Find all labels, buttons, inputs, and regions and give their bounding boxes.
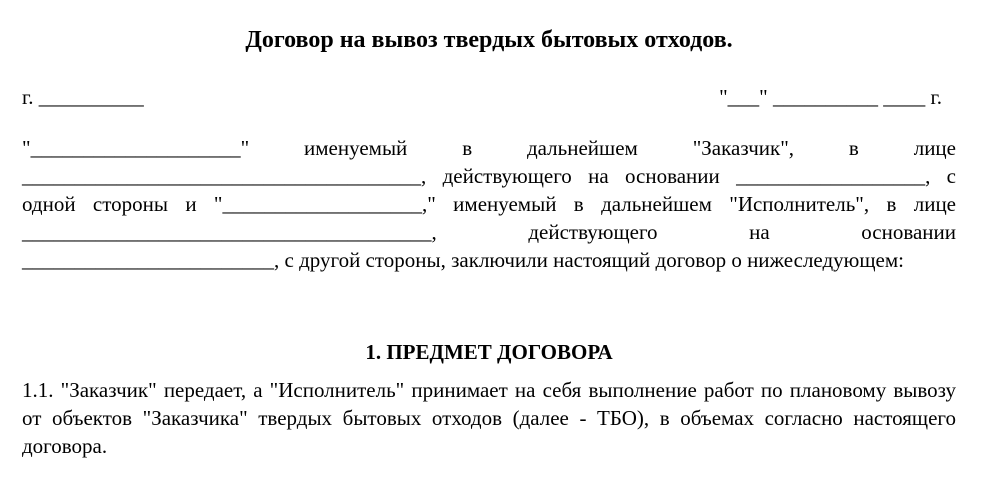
date-field: "___" __________ ____ г. bbox=[719, 85, 942, 109]
document-title: Договор на вывоз твердых бытовых отходов. bbox=[245, 27, 733, 53]
clause-1-1: 1.1. "Заказчик" передает, а "Исполнитель" принимает на себя выполнение работ по плановому вывозу от объектов "Заказчика" твердых бытовых отходов (далее - ТБО), в объемах согласно настоящего договора. bbox=[22, 378, 956, 458]
parties-paragraph: "____________________" именуемый в дальнейшем "Заказчик", в лице ______________________________________, действующего на основании __________________, с одной стороны и "___________________," именуемый в дальнейшем "Исполнитель", в лице _______________________________________, действующего на основании ________________________, с другой стороны, заключили настоящий договор о нижеследующем: bbox=[22, 136, 956, 272]
section-title-subject: 1. ПРЕДМЕТ ДОГОВОРА bbox=[365, 340, 613, 364]
place-field: г. __________ bbox=[22, 85, 144, 109]
